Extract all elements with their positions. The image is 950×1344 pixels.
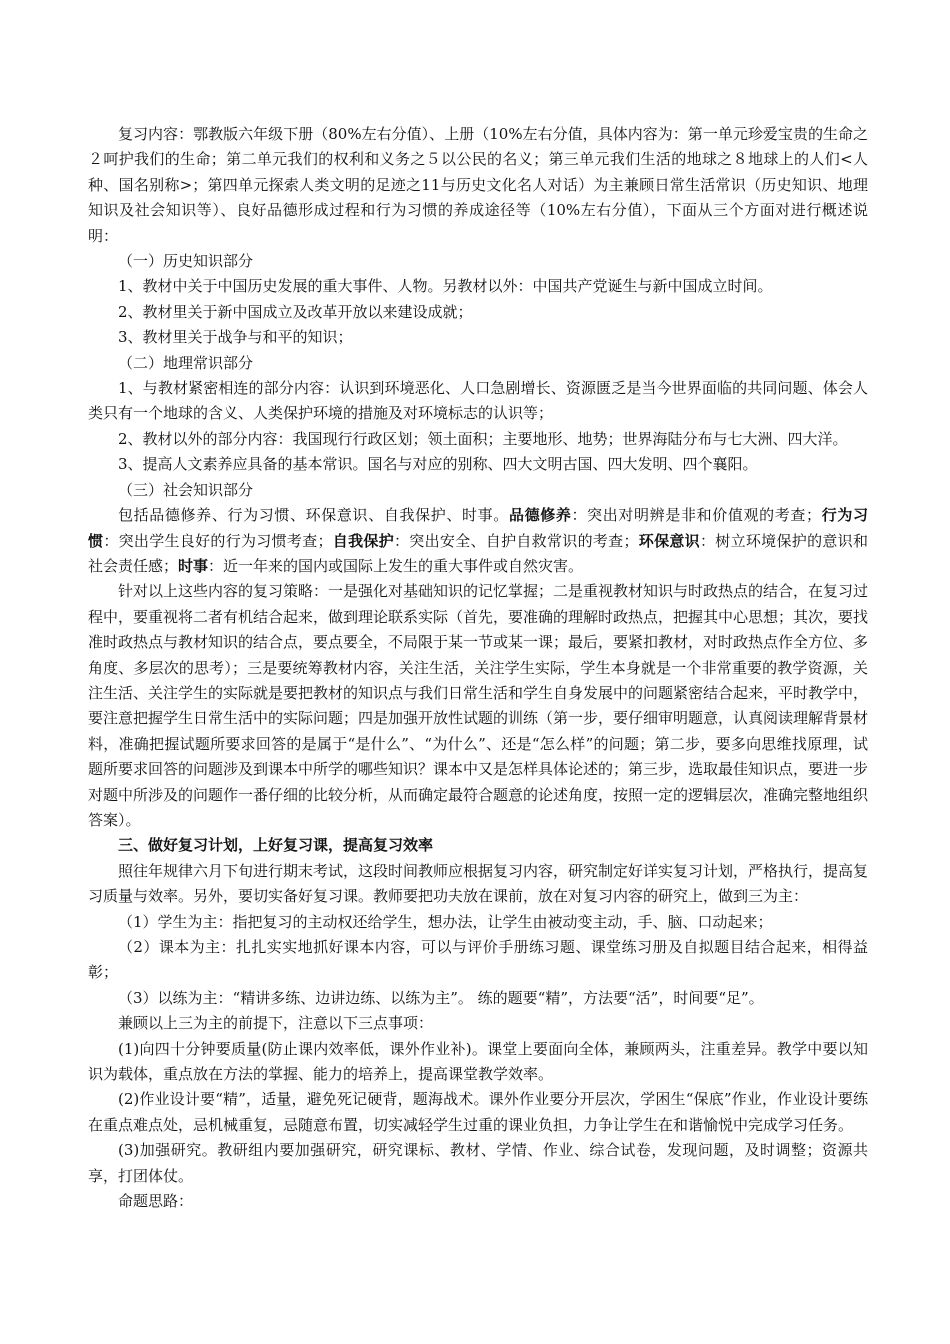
- current-affairs-term: 时事: [178, 556, 209, 575]
- student-main-item: （1）学生为主：指把复习的主动权还给学生，想办法，让学生由被动变主动，手、脑、口动起来；: [118, 912, 773, 931]
- self-protection-term: 自我保护: [332, 531, 394, 550]
- section-three-heading: 三、做好复习计划，上好复习课，提高复习效率: [118, 836, 434, 855]
- geography-item-1: 1、与教材紧密相连的部分内容：认识到环境恶化、人口急剧增长、资源匮乏是当今世界面临的共同问题、体会人类只有一个地球的含义、人类保护环境的措施及对环境标志的认识等；: [88, 379, 868, 423]
- note-item-2: (2)作业设计要“精”，适量，避免死记硬背，题海战术。课外作业要分开层次，学困生“保底”作业，作业设计要练在重点难点处，忌机械重复，忌随意布置，切实减轻学生过重的课业负担，力争让学生在和谐愉悦中完成学习任务。: [88, 1090, 868, 1134]
- history-item-3: 3、教材里关于战争与和平的知识；: [118, 328, 353, 347]
- social-text-3: ：突出学生良好的行为习惯考查；: [103, 531, 333, 550]
- moral-term: 品德修养: [508, 506, 572, 525]
- social-text-2: ：突出对明辨是非和价值观的考查；: [571, 506, 822, 525]
- social-text-1: 包括品德修养、行为习惯、环保意识、自我保护、时事。: [118, 506, 509, 525]
- social-text-6: ：近一年来的国内或国际上发生的重大事件或自然灾害。: [208, 556, 584, 575]
- strategy-paragraph: 针对以上这些内容的复习策略：一是强化对基础知识的记忆掌握；二是重视教材知识与时政热点的结合，在复习过程中，要重视将二者有机结合起来，做到理论联系实际（首先，要准确的理解时政热点，把握其中心思想；其次，要找准时政热点与教材知识的结合点，要点要全，不局限于某一节或某一课；最后，要紧扣教材，对时政热点作全方位、多角度、多层次的思考）；三是要统筹教材内容，关注生活，关注学生实际，学生本身就是一个非常重要的教学资源，关注生活、关注学生的实际就是要把教材的知识点与我们日常生活和学生自身发展中的问题紧密结合起来，平时教学中，要注意把握学生日常生活中的实际问题；四是加强开放性试题的训练（第一步，要仔细审明题意，认真阅读理解背景材料，准确把握试题所要求回答的是属于“是什么”、“为什么”、还是“怎么样”的问题；第二步，要多向思维找原理，试题所要求回答的问题涉及到课本中所学的哪些知识？课本中又是怎样具体论述的；第三步，选取最佳知识点，要进一步对题中所涉及的问题作一番仔细的比较分析，从而确定最符合题意的论述角度，按照一定的逻辑层次，准确完整地组织答案）。: [88, 582, 869, 829]
- section-social-title: （三）社会知识部分: [118, 480, 254, 499]
- intro-paragraph: 复习内容：鄂教版六年级下册（80%左右分值）、上册（10%左右分值，具体内容为：第一单元珍爱宝贵的生命之２呵护我们的生命；第二单元我们的权利和义务之５以公民的名义；第三单元我们生活的地球之８地球上的人们<人种、国名别称>；第四单元探索人类文明的足迹之11与历史文化名人对话）为主兼顾日常生活常识（历史知识、地理知识及社会知识等）、良好品德形成过程和行为习惯的养成途径等（10%左右分值），下面从三个方面对进行概述说明：: [88, 125, 868, 245]
- social-text-4: ：突出安全、自护自救常识的考查；: [394, 531, 639, 550]
- practice-main-item: （3）以练为主：“精讲多练、边讲边练、以练为主”。 练的题要“精”，方法要“活”，时间要“足”。: [118, 988, 764, 1007]
- social-knowledge-paragraph: [88, 503, 868, 579]
- social-text-5: ：树立环境保护的意识和社会责任感；: [88, 531, 868, 575]
- note-item-1: (1)向四十分钟要质量(防止课内效率低，课外作业补)。课堂上要面向全体，兼顾两头，注重差异。教学中要以知识为载体，重点放在方法的掌握、能力的培养上，提高课堂教学效率。: [88, 1039, 868, 1084]
- geography-item-3: 3、提高人文素养应具备的基本常识。国名与对应的别称、四大文明古国、四大发明、四个襄阳。: [118, 455, 758, 474]
- history-item-1: 1、教材中关于中国历史发展的重大事件、人物。另教材以外：中国共产党诞生与新中国成立时间。: [118, 277, 773, 296]
- section-history-title: （一）历史知识部分: [118, 252, 254, 271]
- notes-intro: 兼顾以上三为主的前提下，注意以下三点事项：: [118, 1014, 434, 1033]
- note-item-3: (3)加强研究。教研组内要加强研究，研究课标、教材、学情、作业、综合试卷，发现问题，及时调整；资源共享，打团体仗。: [88, 1141, 868, 1185]
- history-item-2: 2、教材里关于新中国成立及改革开放以来建设成就；: [118, 302, 473, 321]
- behavior-term: 行为习惯: [88, 506, 868, 550]
- plan-paragraph: 照往年规律六月下旬进行期末考试，这段时间教师应根据复习内容，研究制定好详实复习计划，严格执行，提高复习质量与效率。另外，要切实备好复习课。教师要把功夫放在课前，放在对复习内容的研究上，做到三为主：: [88, 861, 869, 906]
- environment-term: 环保意识: [638, 531, 700, 550]
- proposition-ideas: 命题思路：: [118, 1192, 194, 1211]
- document-body: [88, 122, 868, 1214]
- section-geography-title: （二）地理常识部分: [118, 353, 254, 372]
- geography-item-2: 2、教材以外的部分内容：我国现行行政区划；领土面积；主要地形、地势；世界海陆分布与七大洲、四大洋。: [118, 429, 848, 448]
- textbook-main-item: （2）课本为主：扎扎实实地抓好课本内容，可以与评价手册练习题、课堂练习册及自拟题目结合起来，相得益彰；: [88, 938, 868, 982]
